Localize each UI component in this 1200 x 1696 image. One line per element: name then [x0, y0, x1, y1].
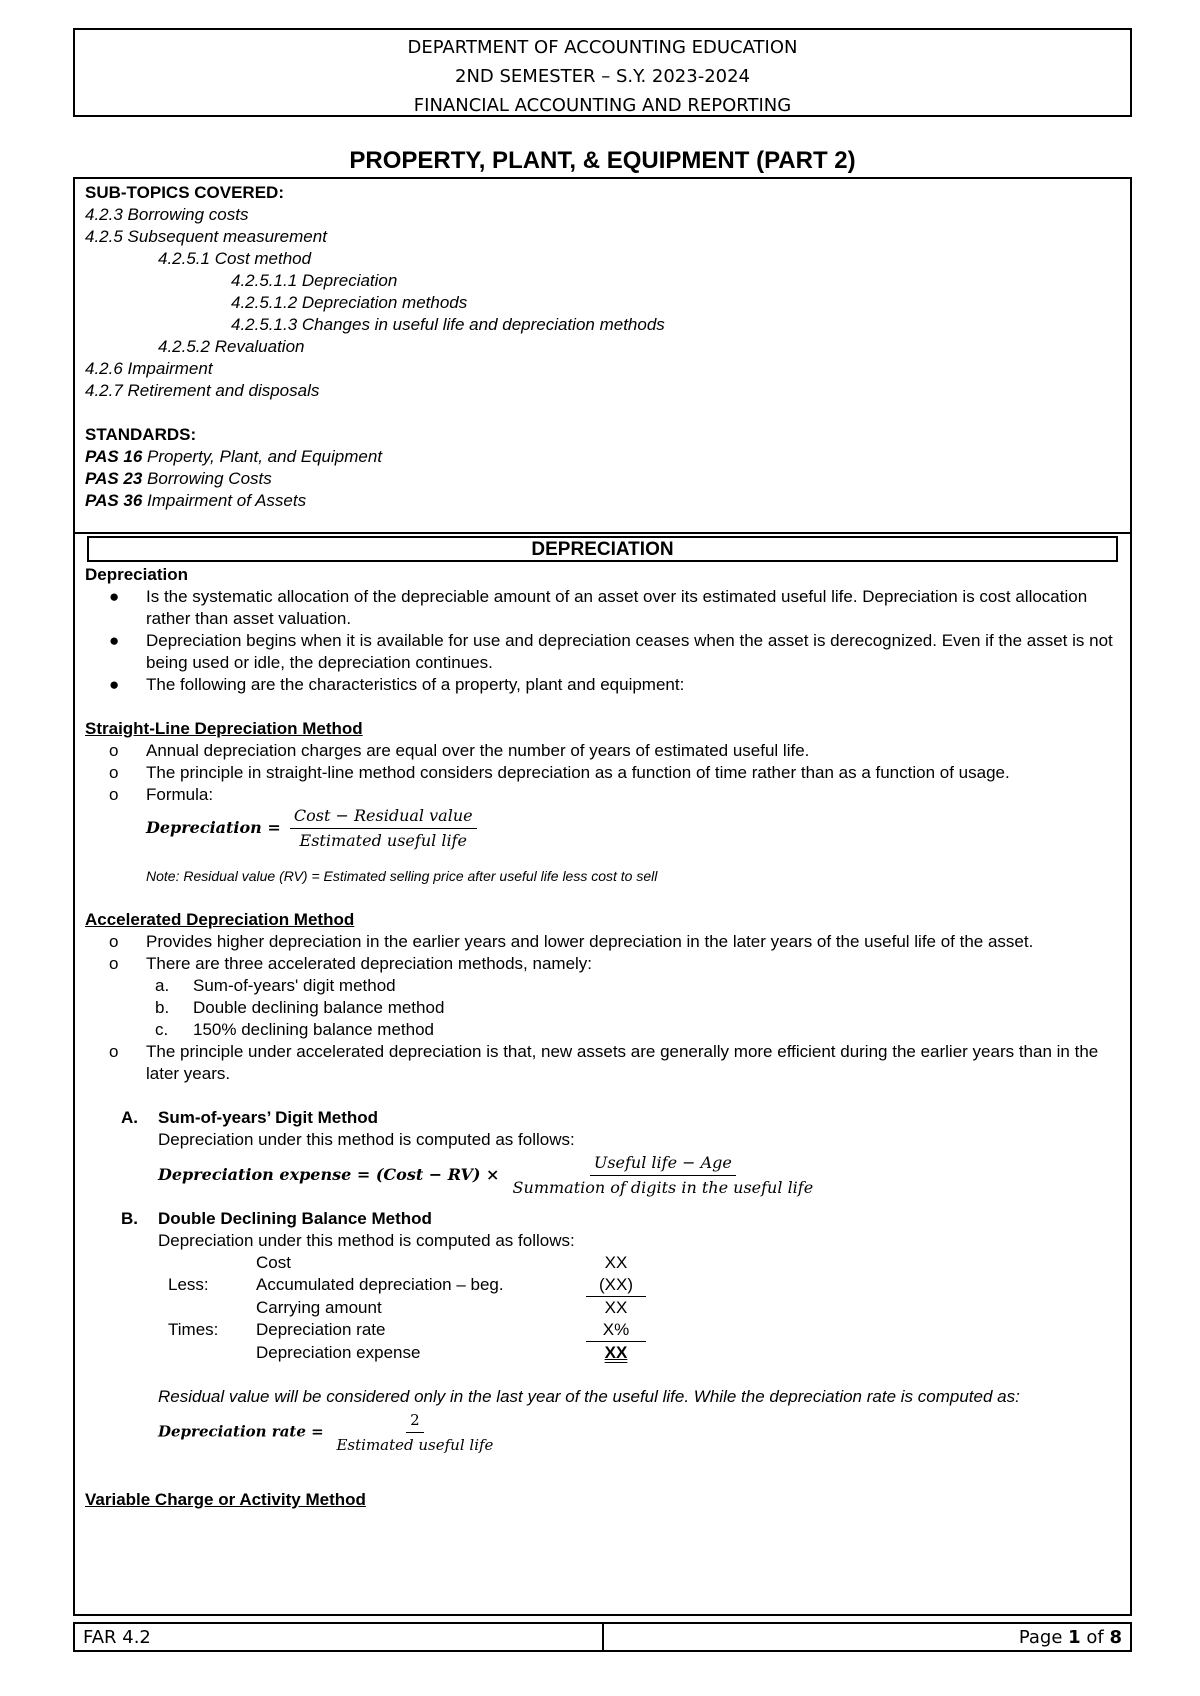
standard-item: [85, 468, 1120, 490]
method-item: c. 150% declining balance method: [155, 1020, 435, 1039]
circle-bullet-icon: o: [109, 932, 119, 951]
ddb-intro: Depreciation under this method is computed as follows:: [158, 1231, 575, 1250]
section-band-depreciation: DEPRECIATION: [87, 536, 1118, 562]
bullet-item: ● Is the systematic allocation of the depreciable amount of an asset over its estimated useful life. Depreciation is cost allocation rather than asset valuation.: [109, 587, 1088, 628]
subtopic-item: 4.2.6 Impairment: [85, 359, 213, 378]
header-department: DEPARTMENT OF ACCOUNTING EDUCATION: [407, 37, 798, 58]
ddb-rate-formula: Depreciation rate = $\frac{2}{\text{Estimated useful life}}$: [85, 1408, 1120, 1457]
subtopic-item: 4.2.5 Subsequent measurement: [85, 227, 327, 246]
method-item: a. Sum-of-years' digit method: [155, 976, 396, 995]
ddb-heading: Double Declining Balance Method: [158, 1209, 432, 1228]
accelerated-list: [85, 931, 1120, 975]
ddb-computation-table: [158, 1252, 646, 1364]
list-item: o Formula:: [109, 785, 214, 804]
syd-heading: Sum-of-years’ Digit Method: [158, 1108, 379, 1127]
ddb-section: B. Double Declining Balance Method Depreciation under this method is computed as follows:: [85, 1208, 1120, 1252]
subtopics-label: SUB-TOPICS COVERED:: [85, 183, 284, 202]
straight-line-heading: Straight-Line Depreciation Method: [85, 719, 363, 738]
syd-formula: Depreciation expense = (Cost − RV) × $\frac{\text{Useful life − Age}}{\text{Summation of digits in the useful life}}$: [158, 1151, 1120, 1200]
circle-bullet-icon: o: [109, 763, 119, 782]
table-row: Depreciation expense XX: [256, 1342, 628, 1362]
subtopic-item: 4.2.3 Borrowing costs: [85, 205, 249, 224]
page-footer: [73, 1622, 1132, 1652]
table-row: Cost XX: [256, 1253, 628, 1272]
formula-fraction: $\frac{\text{Useful life − Age}}{\text{Summation of digits in the useful life}}$: [512, 1153, 814, 1197]
page-title: PROPERTY, PLANT, & EQUIPMENT (PART 2): [349, 147, 856, 174]
table-row: Times: Depreciation rate X%: [158, 1319, 646, 1342]
standard-code: PAS 23: [85, 469, 143, 488]
list-item: o The principle in straight-line method considers depreciation as a function of time rather than as a function of usage.: [109, 763, 1010, 782]
subtopic-item: 4.2.5.2 Revaluation: [158, 337, 305, 356]
circle-bullet-icon: o: [109, 954, 119, 973]
list-item: o Annual depreciation charges are equal over the number of years of estimated useful life.: [109, 741, 810, 760]
method-item: b. Double declining balance method: [155, 998, 445, 1017]
ddb-note: Residual value will be considered only in the last year of the useful life. While the depreciation rate is computed as:: [158, 1387, 1020, 1406]
formula-fraction: $\frac{2}{\text{Estimated useful life}}$: [332, 1408, 497, 1457]
bullet-item: ● The following are the characteristics of a property, plant and equipment:: [109, 675, 685, 694]
header-semester: 2ND SEMESTER – S.Y. 2023-2024: [455, 66, 750, 87]
formula-fraction: $\frac{\text{Cost − Residual value}}{\text{Estimated useful life}}$: [290, 804, 477, 853]
standard-code: PAS 16: [85, 447, 143, 466]
variable-charge-heading: Variable Charge or Activity Method: [85, 1490, 366, 1509]
subtopic-item: 4.2.5.1.2 Depreciation methods: [231, 293, 468, 312]
standard-name: Property, Plant, and Equipment: [142, 447, 383, 466]
circle-bullet-icon: o: [109, 741, 119, 760]
circle-bullet-icon: o: [109, 785, 119, 804]
bullet-icon: ●: [109, 675, 120, 694]
page-number: Page 1 of 8: [1018, 1627, 1122, 1648]
straight-line-formula: Depreciation = $\frac{\text{Cost − Residual value}}{\text{Estimated useful life}}$: [85, 804, 1120, 853]
depreciation-bullets: [85, 586, 1120, 696]
circle-bullet-icon: o: [109, 1042, 119, 1061]
standard-code: PAS 36: [85, 491, 143, 510]
subtopic-item: 4.2.5.1 Cost method: [158, 249, 312, 268]
footer-course-code: FAR 4.2: [75, 1624, 604, 1650]
standard-name: Impairment of Assets: [142, 491, 307, 510]
subtopic-item: 4.2.5.1.3 Changes in useful life and depreciation methods: [231, 315, 665, 334]
table-row: Less: Accumulated depreciation – beg. (XX): [158, 1274, 646, 1297]
main-content: [73, 532, 1132, 1616]
straight-line-list: [85, 740, 1120, 806]
subtopics-box: [73, 177, 1132, 534]
header-course: FINANCIAL ACCOUNTING AND REPORTING: [413, 95, 792, 116]
depreciation-heading: Depreciation: [85, 565, 188, 584]
list-item: o There are three accelerated depreciation methods, namely:: [109, 954, 593, 973]
bullet-icon: ●: [109, 587, 120, 606]
standard-item: [85, 446, 1120, 468]
bullet-item: ● Depreciation begins when it is available for use and depreciation ceases when the asset is derecognized. Even if the asset is not being used or idle, the depreciation continues.: [109, 631, 1113, 672]
document-header: [73, 28, 1132, 117]
accelerated-heading: Accelerated Depreciation Method: [85, 910, 355, 929]
standard-item: [85, 490, 1120, 512]
residual-value-note: Note: Residual value (RV) = Estimated selling price after useful life less cost to sell: [146, 868, 658, 884]
standards-label: STANDARDS:: [85, 425, 197, 444]
subtopic-item: 4.2.7 Retirement and disposals: [85, 381, 320, 400]
bullet-icon: ●: [109, 631, 120, 650]
standard-name: Borrowing Costs: [142, 469, 272, 488]
syd-intro: Depreciation under this method is computed as follows:: [158, 1130, 575, 1149]
subtopic-item: 4.2.5.1.1 Depreciation: [231, 271, 398, 290]
table-row: Carrying amount XX: [256, 1297, 628, 1317]
syd-section: A. Sum-of-years’ Digit Method Depreciation under this method is computed as follows: Depreciation expense = (Cost − RV) × $\frac{\text{Useful life − Age}}{\text{Summation of digits in the useful life}}$: [85, 1107, 1120, 1200]
list-item: o The principle under accelerated depreciation is that, new assets are generally more efficient during the earlier years than in the later years.: [109, 1042, 1099, 1083]
list-item: o Provides higher depreciation in the earlier years and lower depreciation in the later years of the useful life of the asset.: [109, 932, 1034, 951]
